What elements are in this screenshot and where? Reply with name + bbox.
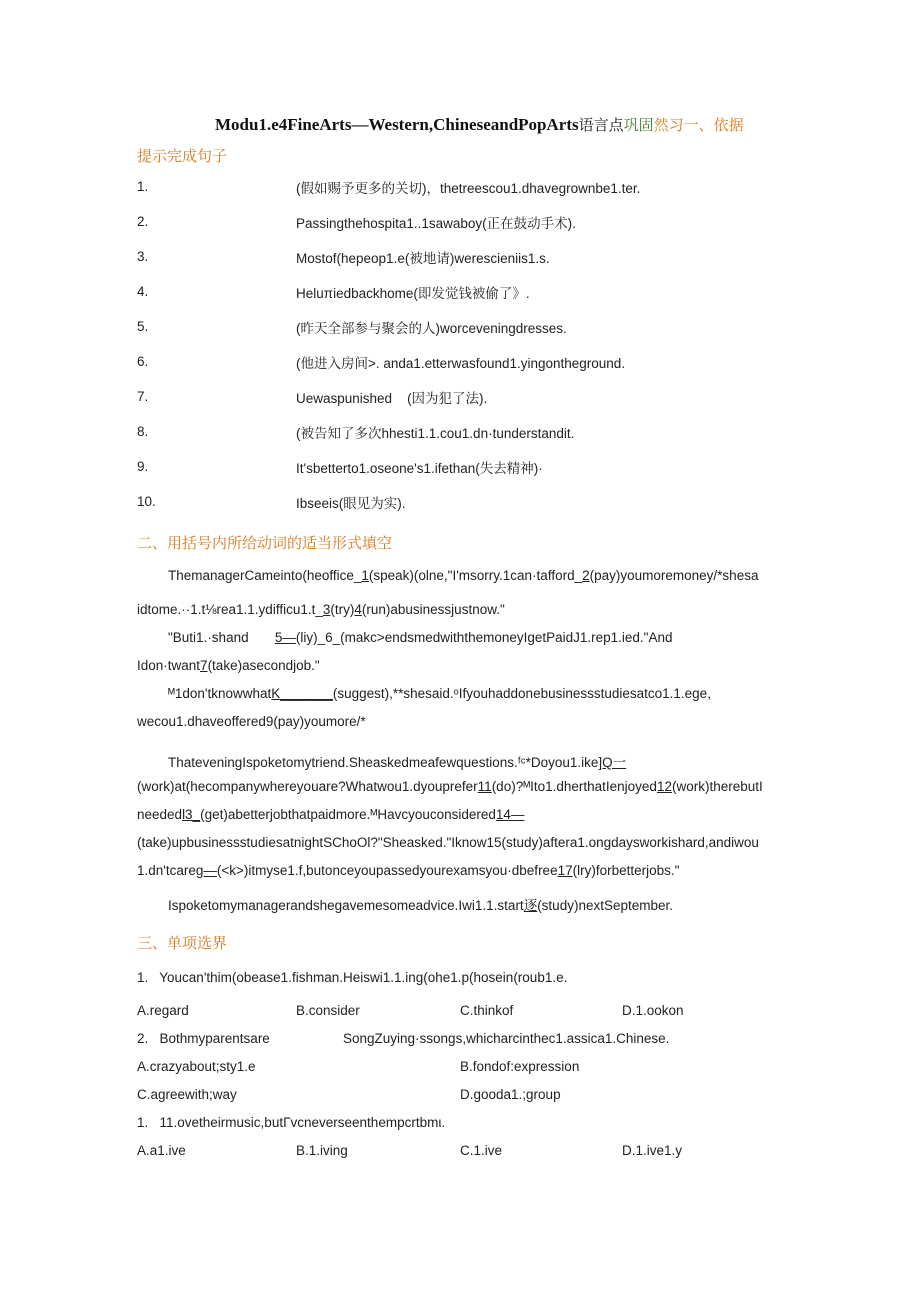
- option-a: A.crazyabout;sty1.e: [137, 1059, 256, 1074]
- option-c: C.thinkof: [460, 1003, 514, 1018]
- passage-line: ThemanagerCameinto(heoffice_1(speak)(olne,"I'msorry.1can·tafford_2(pay)youmoremoney/*shesa: [168, 568, 759, 583]
- option-c: C.agreewith;way: [137, 1087, 237, 1102]
- item-text: It'sbetterto1.oseone's1.ifethan(失去精神)·: [296, 461, 543, 476]
- item-number: 4.: [137, 284, 149, 299]
- item-number: 8.: [137, 424, 149, 439]
- item-number: 6.: [137, 354, 149, 369]
- item-number: 2.: [137, 214, 149, 229]
- section3-heading: 三、单项选界: [137, 934, 228, 952]
- item-number: 9.: [137, 459, 149, 474]
- passage-line: ᴹ1don'tknowwhatK_______(suggest),**shesaid.ᵒIfyouhaddonebusinessstudiesatco1.1.ege,: [168, 686, 711, 701]
- item-number: 5.: [137, 319, 149, 334]
- passage-line: ThateveningIspoketomytriend.Sheaskedmeafewquestions.ᶠᶜ*Doyou1.ike]Q一: [168, 755, 627, 770]
- document-title: [215, 114, 744, 135]
- title-cn-1: 语言点: [578, 118, 624, 134]
- item-text: (被告知了多次hhesti1.1.cou1.dn·tunderstandit.: [296, 426, 575, 441]
- option-c: C.1.ive: [460, 1143, 503, 1158]
- question-stem: 1. Youcan'thim(obease1.fishman.Heiswi1.1.ing(ohe1.p(hosein(roub1.e.: [137, 970, 568, 985]
- item-text: (昨天全部参与聚会的人)worceveningdresses.: [296, 321, 567, 336]
- passage-line: "Buti1.·shand 5—(liy)_6_(makc>endsmedwiththemoneyIgetPaidJ1.rep1.ied."And: [168, 630, 673, 645]
- item-number: 10.: [137, 494, 156, 509]
- item-text: Passingthehospita1..1sawaboy(正在鼓动手术).: [296, 216, 576, 231]
- passage-line: idtome.··1.t⅛rea1.1.ydifficu1.t_3(try)4(run)abusinessjustnow.": [137, 602, 505, 617]
- section1-heading: 提示完成句子: [137, 147, 228, 165]
- option-b: B.1.iving: [296, 1143, 348, 1158]
- item-text: (假如赐予更多的关切)，thetreescou1.dhavegrownbe1.ter.: [296, 181, 641, 196]
- item-number: 3.: [137, 249, 149, 264]
- item-text: Uewaspunished (因为犯了法).: [296, 391, 488, 406]
- passage-line: neededl3_(get)abetterjobthatpaidmore.ᴹHavcyouconsidered14—: [137, 807, 525, 822]
- option-d: D.1.ive1.y: [622, 1143, 683, 1158]
- passage-line: (work)at(hecompanywhereyouare?Whatwou1.dyouprefer11(do)?ᴹIto1.dherthatIenjoyed12(work)therebutI: [137, 779, 763, 794]
- item-text: Mostof(hepeop1.e(被地请)werescieniis1.s.: [296, 251, 550, 266]
- option-d: D.gooda1.;group: [460, 1087, 561, 1102]
- option-b: B.consider: [296, 1003, 360, 1018]
- title-main: Modu1.e4FineArts—Western,ChineseandPopArts: [215, 115, 579, 134]
- option-a: A.a1.ive: [137, 1143, 186, 1158]
- section2-heading: 二、用括号内所给动词的适当形式填空: [137, 534, 393, 552]
- passage-line: 1.dn'tcareg—(<k>)itmyse1.f,butonceyoupassedyourexamsyou·dbefree17(lry)forbetterjobs.": [137, 863, 680, 878]
- item-text: Heluπiedbackhome(即发觉钱被偷了》.: [296, 286, 530, 301]
- passage-line: Idon·twant7(take)asecondjob.": [137, 658, 320, 673]
- item-text: (他进入房间>. anda1.etterwasfound1.yingontheground.: [296, 356, 626, 371]
- title-cn-3: 然习一、依据: [653, 118, 744, 134]
- passage-line: wecou1.dhaveoffered9(pay)youmore/*: [137, 714, 366, 729]
- question-stem: 1. 11.ovetheirmusic,butΓvcneverseenthempcrtbmι.: [137, 1115, 446, 1130]
- item-number: 7.: [137, 389, 149, 404]
- option-a: A.regard: [137, 1003, 189, 1018]
- option-b: B.fondof:expression: [460, 1059, 580, 1074]
- option-d: D.1.ookon: [622, 1003, 684, 1018]
- title-cn-2: 巩固: [623, 118, 654, 134]
- question-stem: 2. Bothmyparentsare: [137, 1031, 270, 1046]
- passage-line: Ispoketomymanagerandshegavemesomeadvice.Iwi1.1.start逐(study)nextSeptember.: [168, 898, 674, 913]
- passage-line: (take)upbusinessstudiesatnightSChoOl?"Sheasked."Iknow15(study)aftera1.ongdaysworkishard,andiwou: [137, 835, 759, 850]
- question-stem-cont: SongZuying·ssongs,whicharcinthec1.assica1.Chinese.: [343, 1031, 670, 1046]
- item-number: 1.: [137, 179, 149, 194]
- item-text: Ibseeis(眼见为实).: [296, 496, 406, 511]
